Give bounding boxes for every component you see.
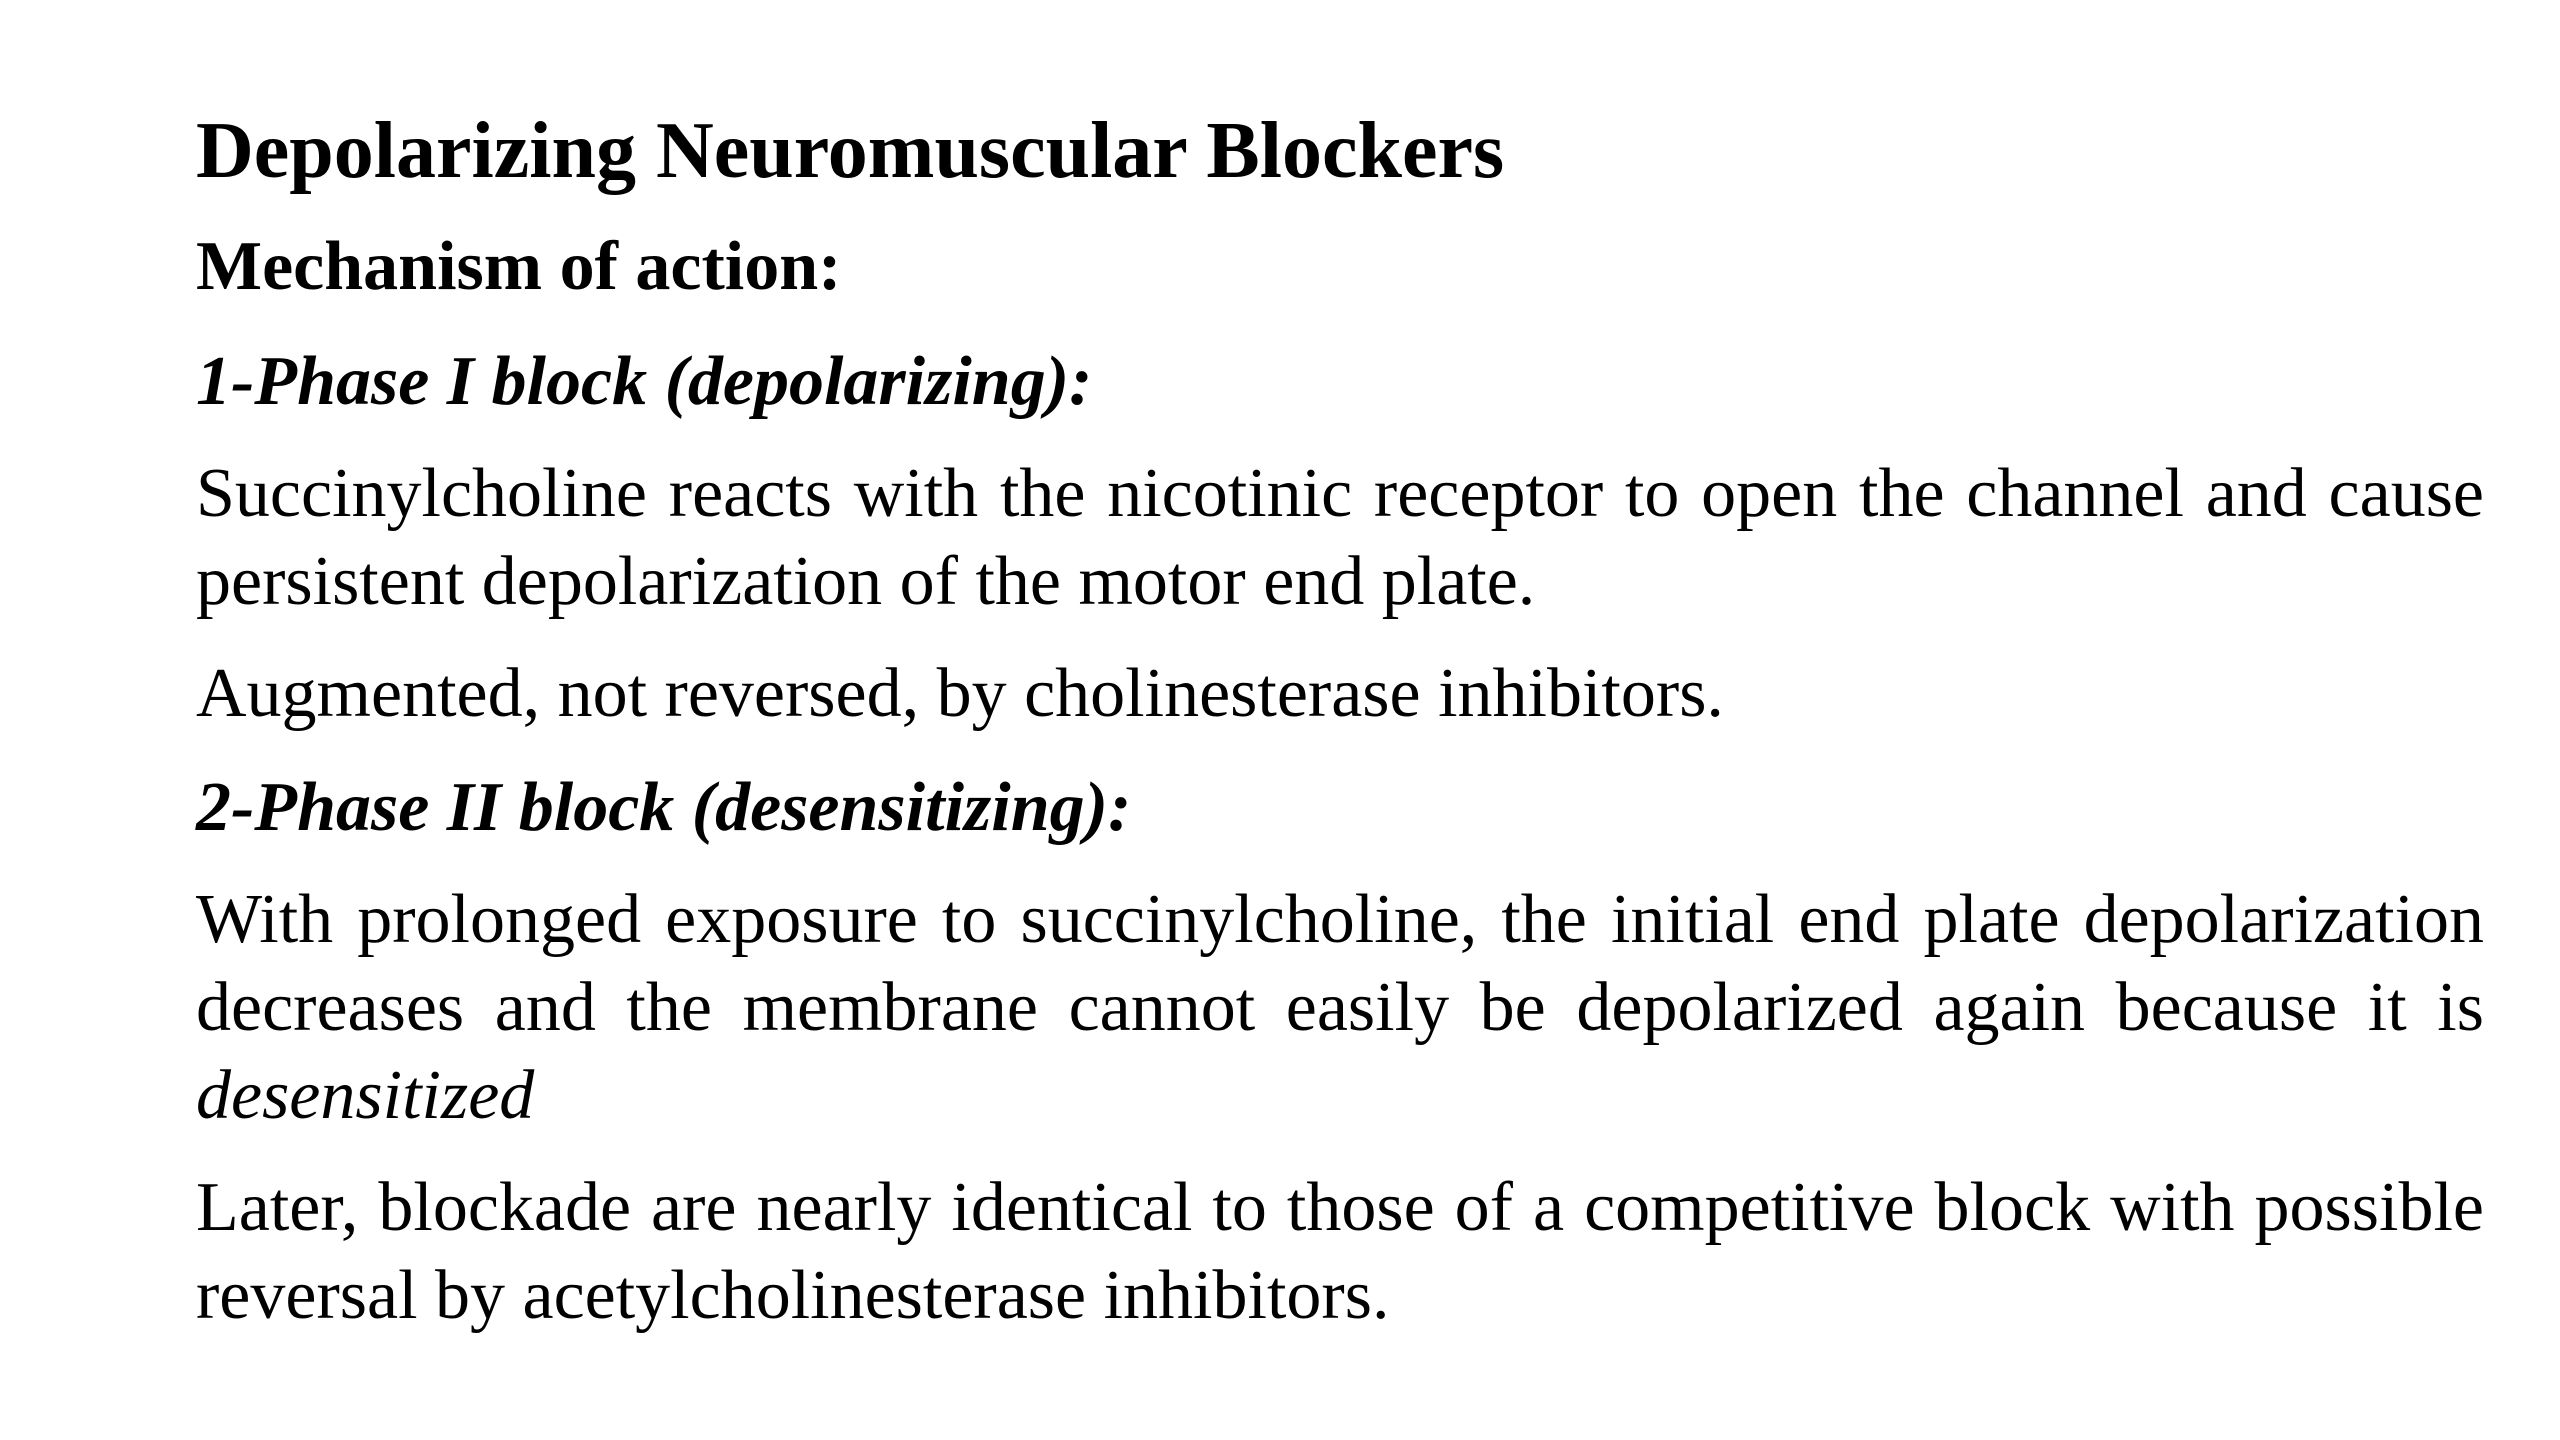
slide-content	[196, 100, 2484, 1364]
phase2-paragraph-1-text: With prolonged exposure to succinylcholine, the initial end plate depolarization decreases and the membrane cannot easily be depolarized again because it is	[196, 881, 2484, 1046]
phase2-heading: 2-Phase II block (desensitizing):	[196, 769, 1132, 846]
phase1-heading: 1-Phase I block (depolarizing):	[196, 343, 1093, 420]
phase1-paragraph-2: Augmented, not reversed, by cholinesterase inhibitors.	[196, 655, 1724, 732]
page-title: Depolarizing Neuromuscular Blockers	[196, 107, 1505, 195]
phase2-paragraph-2: Later, blockade are nearly identical to those of a competitive block with possible reversal by acetylcholinesterase inhibitors.	[196, 1169, 2484, 1334]
phase2-paragraph-1-emphasis: desensitized	[196, 1057, 535, 1134]
mechanism-heading: Mechanism of action:	[196, 228, 842, 305]
phase1-paragraph-1: Succinylcholine reacts with the nicotinic receptor to open the channel and cause persistent depolarization of the motor end plate.	[196, 455, 2484, 620]
phase2-paragraph-1	[196, 876, 2484, 1140]
